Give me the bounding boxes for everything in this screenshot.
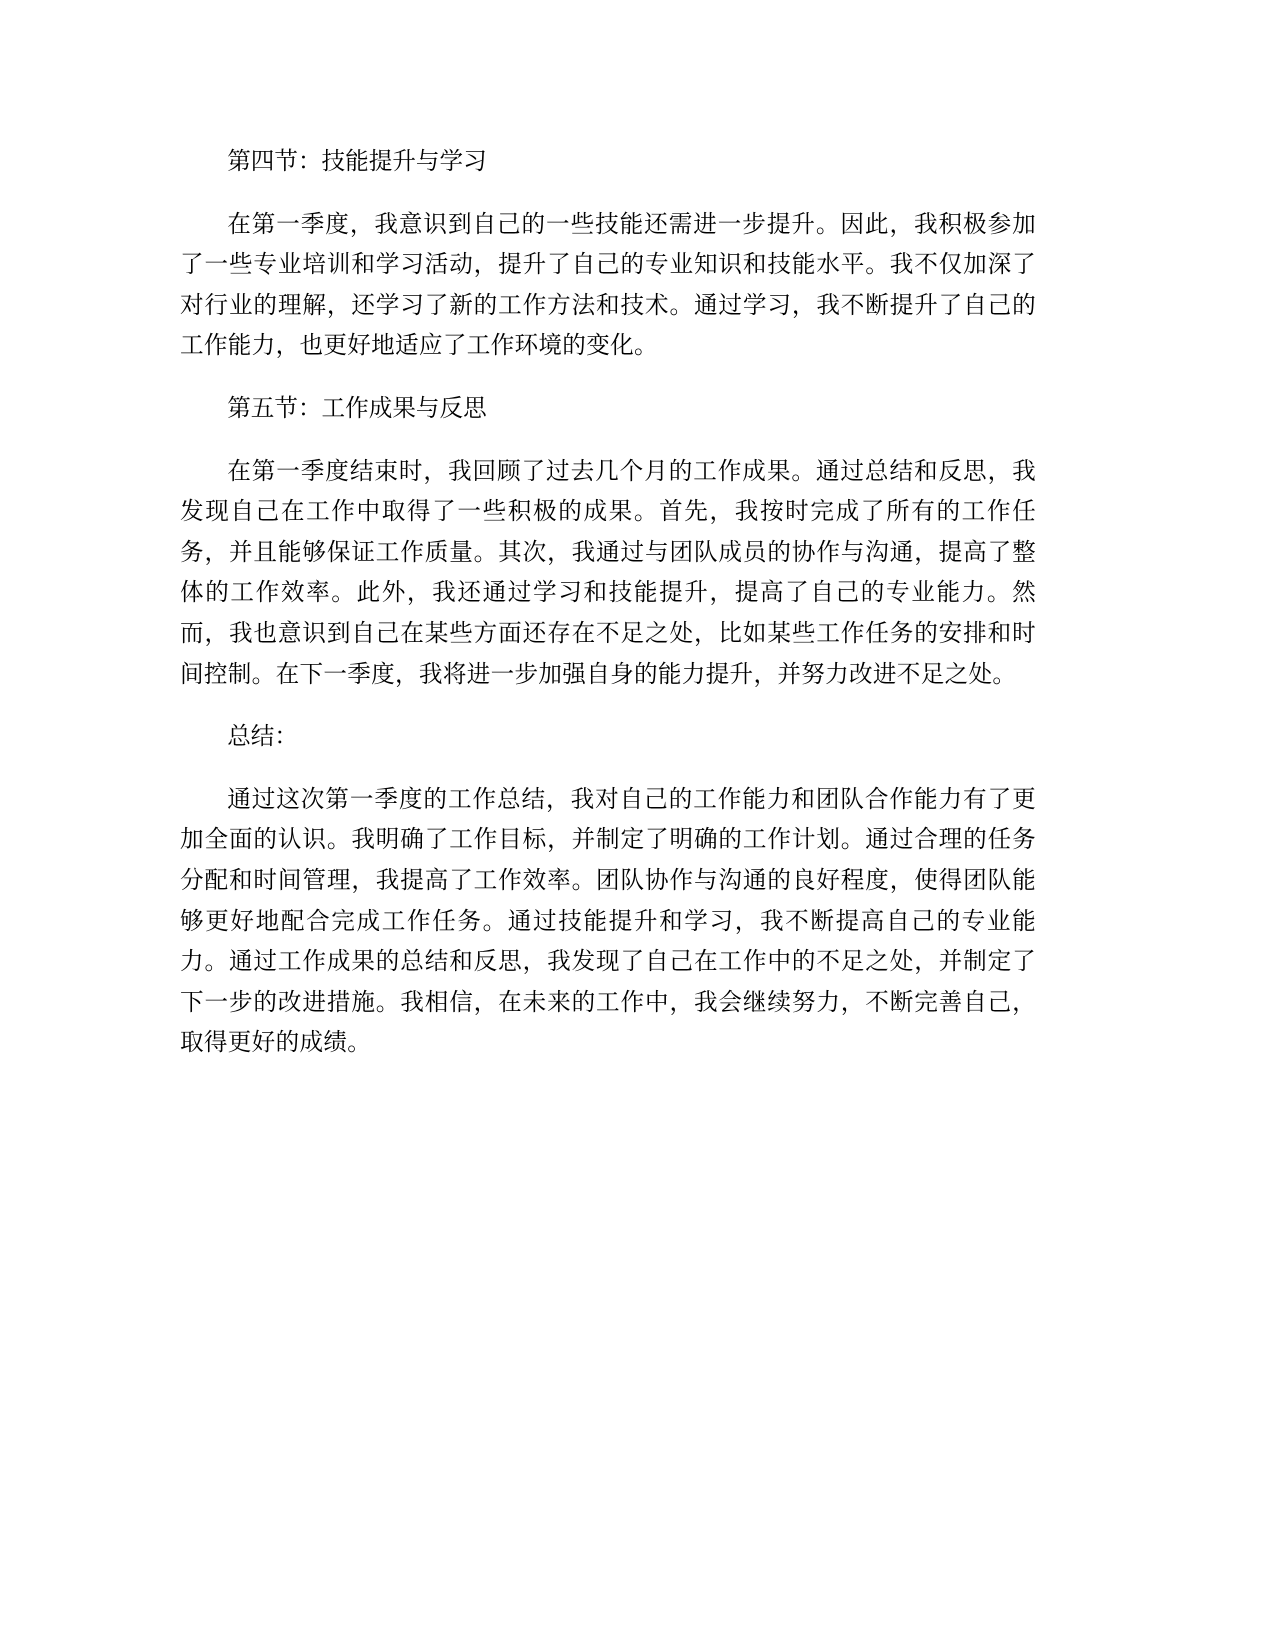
- section-body-skills: 在第一季度，我意识到自己的一些技能还需进一步提升。因此，我积极参加了一些专业培训和学习活动，提升了自己的专业知识和技能水平。我不仅加深了对行业的理解，还学习了新的工作方法和技术。通过学习，我不断提升了自己的工作能力，也更好地适应了工作环境的变化。: [180, 209, 1036, 360]
- summary-heading: 总结：: [227, 722, 298, 751]
- summary-body: 通过这次第一季度的工作总结，我对自己的工作能力和团队合作能力有了更加全面的认识。我明确了工作目标，并制定了明确的工作计划。通过合理的任务分配和时间管理，我提高了工作效率。团队协作与沟通的良好程度，使得团队能够更好地配合完成工作任务。通过技能提升和学习，我不断提高自己的专业能力。通过工作成果的总结和反思，我发现了自己在工作中的不足之处，并制定了下一步的改进措施。我相信，在未来的工作中，我会继续努力，不断完善自己，取得更好的成绩。: [180, 784, 1036, 1057]
- section-body-results: 在第一季度结束时，我回顾了过去几个月的工作成果。通过总结和反思，我发现自己在工作中取得了一些积极的成果。首先，我按时完成了所有的工作任务，并且能够保证工作质量。其次，我通过与团队成员的协作与沟通，提高了整体的工作效率。此外，我还通过学习和技能提升，提高了自己的专业能力。然而，我也意识到自己在某些方面还存在不足之处，比如某些工作任务的安排和时间控制。在下一季度，我将进一步加强自身的能力提升，并努力改进不足之处。: [180, 456, 1036, 688]
- section-heading-skills: 第四节：技能提升与学习: [227, 147, 487, 175]
- spacer: [180, 757, 1036, 779]
- spacer: [180, 366, 1036, 388]
- spacer: [180, 429, 1036, 451]
- document-page: [180, 141, 1036, 1063]
- spacer: [180, 694, 1036, 716]
- spacer: [180, 182, 1036, 204]
- section-heading-results: 第五节：工作成果与反思: [227, 393, 487, 422]
